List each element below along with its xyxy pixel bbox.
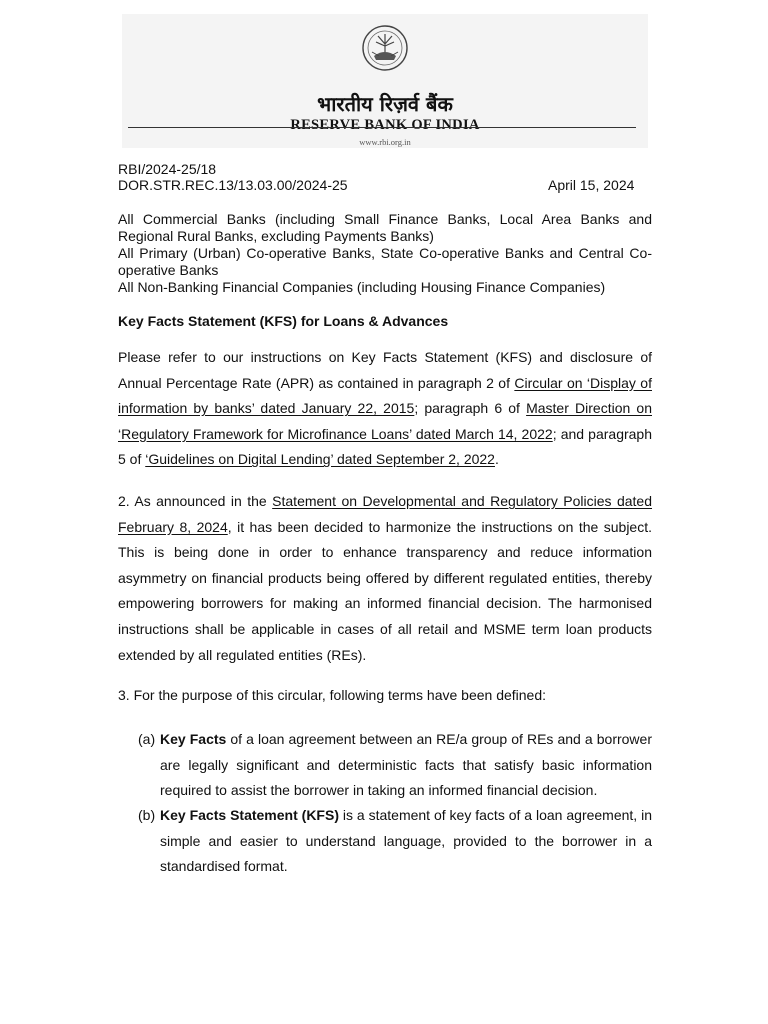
para1-text-1: Please refer to our instructions on Key Facts Statement (KFS) and disclosure of Annual Percentage Rate (APR) as contained in paragraph 2 of — [118, 349, 652, 391]
addressee-2: All Primary (Urban) Co-operative Banks, State Co-operative Banks and Central Co-operative Banks — [118, 245, 652, 278]
link-display-of-information-circular[interactable]: Circular on ‘Display of information by banks’ dated January 22, 2015 — [118, 374, 652, 417]
paragraph-3: 3. For the purpose of this circular, following terms have been defined: — [118, 687, 547, 703]
para2-text-1: 2. As announced in the — [118, 493, 273, 509]
paragraph-1 — [118, 345, 652, 473]
rbi-emblem-icon — [360, 22, 410, 78]
definition-b — [138, 803, 652, 880]
paragraph-2 — [118, 489, 652, 668]
bank-name-hindi: भारतीय रिज़र्व बैंक — [317, 92, 453, 116]
letterhead-divider — [128, 127, 636, 128]
addressee-3: All Non-Banking Financial Companies (including Housing Finance Companies) — [118, 279, 606, 295]
definition-b-text: is a statement of key facts of a loan agreement, in simple and easier to understand language, provided to the borrower in a standardised format. — [160, 807, 652, 875]
definition-a-text: of a loan agreement between an RE/a group of REs and a borrower are legally significant and deterministic facts that satisfy basic information required to assist the borrower in taking an informed financial decision. — [160, 731, 652, 799]
bank-website: www.rbi.org.in — [359, 137, 411, 147]
definition-a-term: Key Facts — [160, 731, 227, 747]
link-digital-lending-guidelines[interactable]: ‘Guidelines on Digital Lending’ dated September 2, 2022 — [145, 451, 495, 468]
bank-name-english: RESERVE BANK OF INDIA — [290, 117, 480, 133]
subject-heading: Key Facts Statement (KFS) for Loans & Advances — [118, 313, 449, 329]
definition-a-label: (a) — [138, 731, 156, 747]
department-reference: DOR.STR.REC.13/13.03.00/2024-25 — [118, 177, 348, 193]
definition-b-term: Key Facts Statement (KFS) — [160, 807, 339, 823]
para2-text-2: , it has been decided to harmonize the instructions on the subject. This is being done in order to enhance transparency and reduce information asymmetry on financial products being offered by different regulated entities, thereby empowering borrowers for making an informed financial decision. The harmonised instructions shall be applicable in cases of all retail and MSME term loan products extended by all regulated entities (REs). — [118, 518, 652, 663]
para1-text-2: ; paragraph 6 of — [414, 400, 527, 417]
para1-text-3: ; and paragraph 5 of — [118, 425, 653, 468]
letterhead — [122, 14, 648, 148]
definition-b-label: (b) — [138, 807, 156, 823]
link-developmental-regulatory-policies-statement[interactable]: Statement on Developmental and Regulatory Policies dated February 8, 2024 — [118, 493, 653, 535]
para1-text-4: . — [494, 451, 499, 468]
addressee-1: All Commercial Banks (including Small Finance Banks, Local Area Banks and Regional Rural Banks, excluding Payments Banks) — [118, 211, 652, 244]
circular-date: April 15, 2024 — [548, 177, 635, 193]
circular-number: RBI/2024-25/18 — [118, 161, 217, 177]
link-microfinance-master-direction[interactable]: Master Direction on ‘Regulatory Framework for Microfinance Loans’ dated March 14, 2022 — [118, 400, 652, 442]
definition-a — [138, 727, 652, 804]
